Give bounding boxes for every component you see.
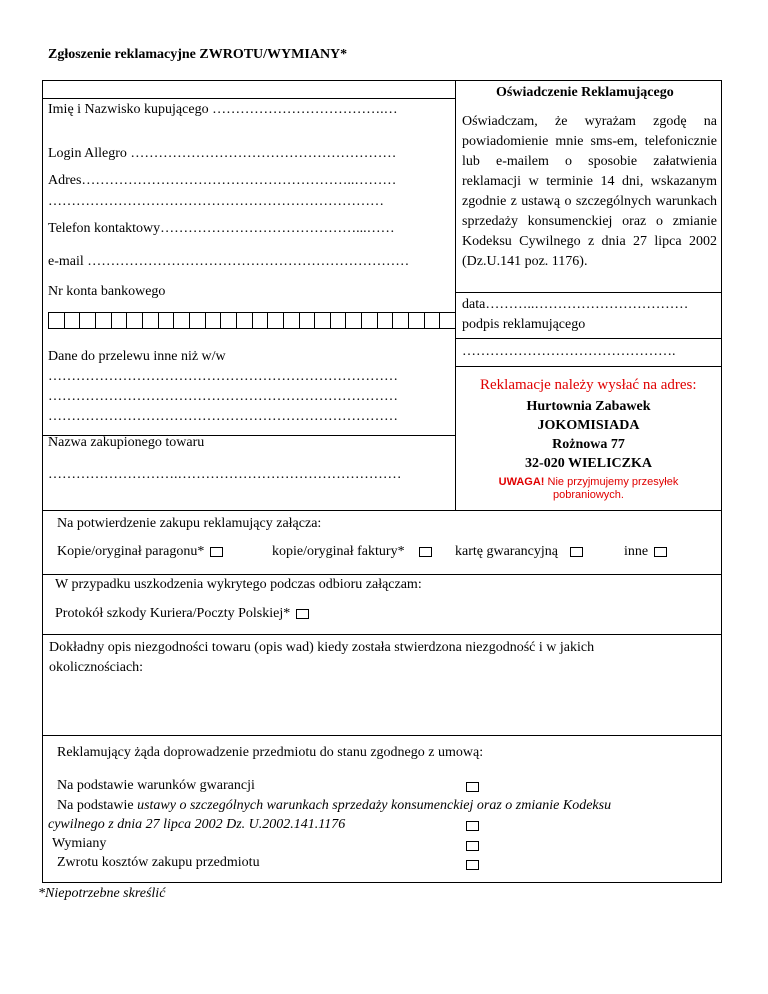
demand-exchange-option: Wymiany <box>52 836 107 851</box>
checkbox[interactable] <box>419 547 432 557</box>
attach-warranty-label: kartę gwarancyjną <box>455 544 558 559</box>
address-field[interactable]: Adres…………………………………………………..……… <box>48 173 397 188</box>
warning-text: Nie przyjmujemy przesyłek <box>544 476 679 488</box>
checkbox[interactable] <box>654 547 667 557</box>
address-field-line2[interactable]: ……………………………………………………………… <box>48 194 384 209</box>
attach-receipt-option[interactable] <box>57 543 223 561</box>
checkbox[interactable] <box>210 547 223 557</box>
attach-warranty-option[interactable] <box>455 543 583 561</box>
bank-account-label: Nr konta bankowego <box>48 284 166 299</box>
attach-heading: Na potwierdzenie zakupu reklamujący załącza: <box>57 516 322 531</box>
demand-warranty-option: Na podstawie warunków gwarancji <box>57 778 255 793</box>
product-label: Nazwa zakupionego towaru <box>48 435 205 450</box>
account-digit-box[interactable] <box>111 312 127 329</box>
account-digit-box[interactable] <box>173 312 189 329</box>
statement-text: Oświadczam, że wyrażam zgodę na powiadomienie mnie sms-em, telefonicznie lub e-mailem o sposobie załatwienia reklamacji w terminie 14 dni, wskazanym zgodnie z ustawą o szczególnych warunkach sprzedaży konsumenckiej oraz o zmianie Kodeksu Cywilnego z dnia 27 lipca 2002 (Dz.U.141 poz. 1176). <box>462 114 717 269</box>
section-divider-description <box>42 634 722 635</box>
phone-field[interactable]: Telefon kontaktowy……………………………………...…… <box>48 221 395 236</box>
signature-field[interactable]: ………………………………………. <box>462 344 676 359</box>
buyer-name-field[interactable]: Imię i Nazwisko kupującego ……………………………….… <box>48 102 398 117</box>
account-digit-box[interactable] <box>205 312 221 329</box>
transfer-line[interactable]: ………………………………………………………………… <box>48 409 398 424</box>
signature-label: podpis reklamującego <box>462 317 586 332</box>
account-digit-box[interactable] <box>64 312 80 329</box>
send-to-label: Reklamacje należy wysłać na adres: <box>480 377 697 393</box>
login-field[interactable]: Login Allegro ………………………………………………… <box>48 146 397 161</box>
account-digit-box[interactable] <box>220 312 236 329</box>
account-digit-box[interactable] <box>267 312 283 329</box>
account-digit-box[interactable] <box>158 312 174 329</box>
footnote: *Niepotrzebne skreślić <box>38 886 166 901</box>
demand-statute-prefix: Na podstawie <box>57 798 138 813</box>
section-divider-attach <box>42 510 722 511</box>
demand-refund-option: Zwrotu kosztów zakupu przedmiotu <box>57 855 260 870</box>
section-divider-demand <box>42 735 722 736</box>
account-digit-box[interactable] <box>95 312 111 329</box>
email-field[interactable]: e-mail …………………………………………………………… <box>48 254 410 269</box>
account-digit-box[interactable] <box>408 312 424 329</box>
account-digit-box[interactable] <box>424 312 440 329</box>
account-digit-box[interactable] <box>361 312 377 329</box>
right-divider-1 <box>455 292 722 293</box>
account-digit-box[interactable] <box>330 312 346 329</box>
account-digit-box[interactable] <box>236 312 252 329</box>
statement-title: Oświadczenie Reklamującego <box>496 85 674 100</box>
attach-invoice-label: kopie/oryginał faktury* <box>272 544 405 559</box>
account-digit-box[interactable] <box>283 312 299 329</box>
checkbox[interactable] <box>296 609 309 619</box>
right-divider-3 <box>455 366 722 367</box>
account-digit-box[interactable] <box>142 312 158 329</box>
street-address: Rożnowa 77 <box>552 437 625 452</box>
city-address: 32-020 WIELICZKA <box>525 456 652 471</box>
account-digit-box[interactable] <box>345 312 361 329</box>
bank-account-boxes[interactable] <box>48 312 456 329</box>
transfer-label: Dane do przelewu inne niż w/w <box>48 349 226 364</box>
attach-receipt-label: Kopie/oryginał paragonu* <box>57 544 205 559</box>
section-divider-damage <box>42 574 722 575</box>
checkbox[interactable] <box>466 821 479 831</box>
transfer-line[interactable]: ………………………………………………………………… <box>48 389 398 404</box>
account-digit-box[interactable] <box>126 312 142 329</box>
left-divider-1 <box>42 98 456 99</box>
warning-line-2: pobraniowych. <box>553 489 624 501</box>
account-digit-box[interactable] <box>392 312 408 329</box>
account-digit-box[interactable] <box>299 312 315 329</box>
account-digit-box[interactable] <box>314 312 330 329</box>
account-digit-box[interactable] <box>189 312 205 329</box>
account-digit-box[interactable] <box>252 312 268 329</box>
account-digit-box[interactable] <box>377 312 393 329</box>
damage-report-option[interactable] <box>55 605 309 623</box>
checkbox[interactable] <box>466 860 479 870</box>
demand-statute-option <box>57 797 611 815</box>
checkbox[interactable] <box>466 782 479 792</box>
checkbox[interactable] <box>570 547 583 557</box>
warning-line <box>455 475 722 489</box>
demand-heading: Reklamujący żąda doprowadzenie przedmiotu do stanu zgodnego z umową: <box>57 745 484 760</box>
attach-other-label: inne <box>624 544 649 559</box>
right-divider-2 <box>455 338 722 339</box>
product-field[interactable]: ……………………….………………………………………… <box>48 467 402 482</box>
account-digit-box[interactable] <box>439 312 456 329</box>
account-digit-box[interactable] <box>48 312 64 329</box>
warning-bold: UWAGA! <box>498 476 545 488</box>
date-field[interactable]: data………..…………………………… <box>462 297 689 312</box>
damage-report-label: Protokół szkody Kuriera/Poczty Polskiej* <box>55 606 291 621</box>
attach-invoice-option[interactable] <box>272 543 432 561</box>
demand-statute-italic: ustawy o szczególnych warunkach sprzedaży konsumenckiej oraz o zmianie Kodeksu <box>137 798 612 813</box>
damage-heading: W przypadku uszkodzenia wykrytego podczas odbioru załączam: <box>55 577 422 592</box>
form-title: Zgłoszenie reklamacyjne ZWROTU/WYMIANY* <box>48 47 348 62</box>
attach-other-option[interactable] <box>624 543 667 561</box>
brand-name: JOKOMISIADA <box>537 418 640 433</box>
company-name: Hurtownia Zabawek <box>526 399 651 414</box>
description-heading: Dokładny opis niezgodności towaru (opis wad) kiedy została stwierdzona niezgodność i w jakich okolicznościach: <box>49 640 595 675</box>
demand-statute-line2: cywilnego z dnia 27 lipca 2002 Dz. U.2002.141.1176 <box>48 817 346 832</box>
transfer-line[interactable]: ………………………………………………………………… <box>48 369 398 384</box>
checkbox[interactable] <box>466 841 479 851</box>
account-digit-box[interactable] <box>79 312 95 329</box>
